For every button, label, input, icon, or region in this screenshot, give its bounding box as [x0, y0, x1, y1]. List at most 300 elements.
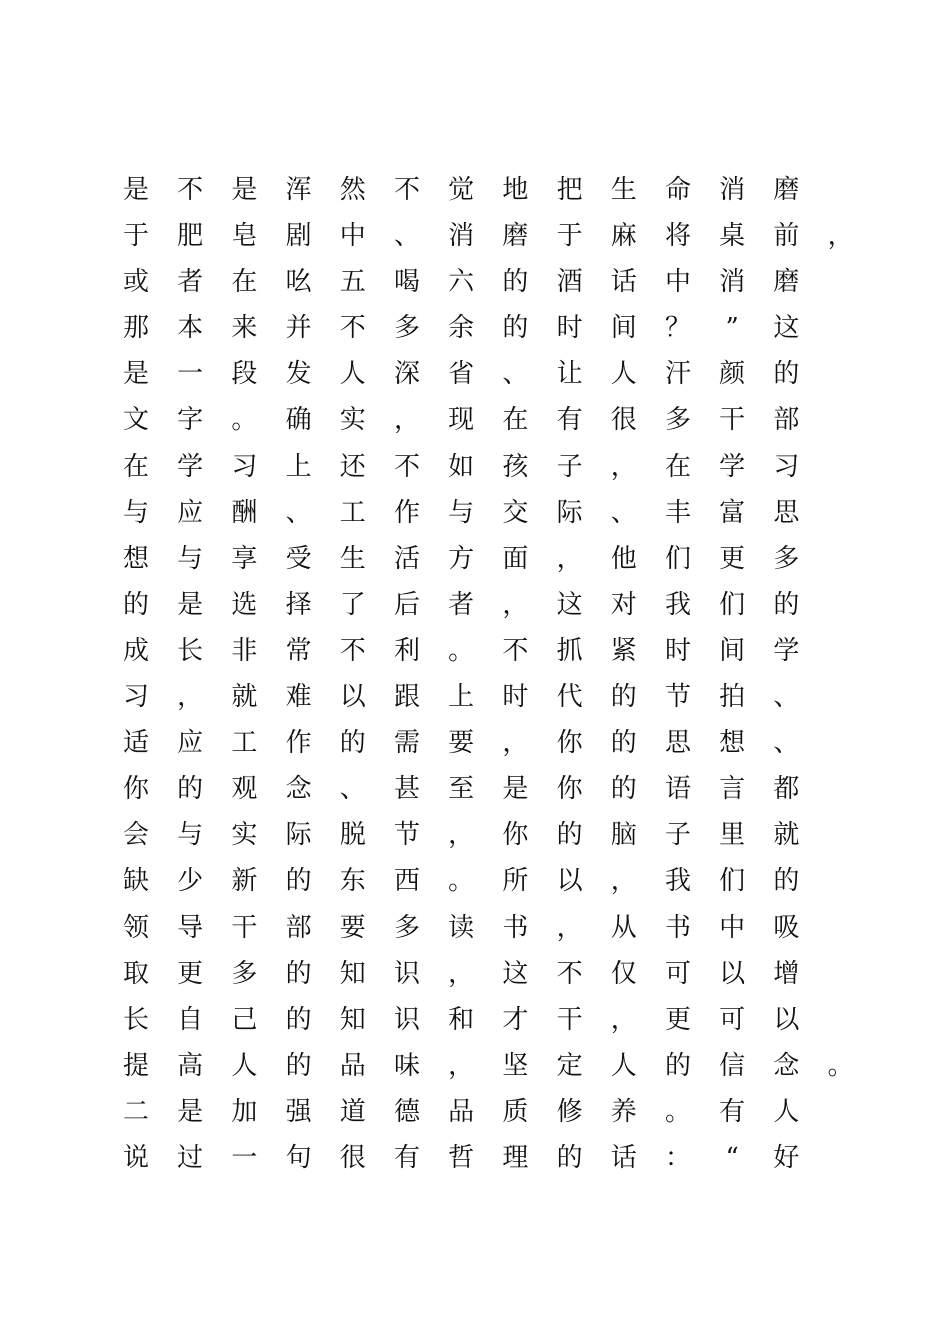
text-char: “ [725, 1142, 739, 1173]
text-char: 生 [339, 543, 366, 574]
text-char: 西 [393, 866, 420, 897]
text-char: 上 [285, 451, 312, 482]
text-char: 们 [719, 589, 746, 620]
text-char: 导 [177, 912, 204, 943]
text-char: 实 [339, 405, 366, 436]
text-char: 取 [122, 958, 149, 989]
text-char: 的 [556, 1142, 583, 1173]
text-char: 交 [502, 497, 529, 528]
text-char: 有 [556, 405, 583, 436]
text-char: 的 [610, 774, 637, 805]
text-char: 质 [502, 1096, 529, 1127]
text-char: 磨 [773, 267, 800, 298]
text-char: 浑 [285, 175, 312, 205]
text-char: 从 [610, 912, 637, 943]
text-char: 是 [231, 175, 258, 205]
text-char: 提 [122, 1050, 149, 1081]
text-char: 才 [502, 1004, 529, 1035]
text-char: 实 [231, 820, 258, 851]
text-char: 。 [664, 1096, 691, 1127]
text-char: 理 [502, 1142, 529, 1173]
text-char: 这 [773, 313, 800, 344]
text-char: ， [448, 820, 475, 851]
text-char: 不 [502, 635, 529, 666]
text-char: 缺 [122, 866, 149, 897]
text-char: 、 [610, 497, 637, 528]
text-char: 者 [448, 589, 475, 620]
text-line [121, 493, 861, 539]
text-char: 六 [448, 267, 475, 298]
text-char: ， [502, 728, 529, 759]
text-line [121, 216, 861, 262]
text-char: 间 [719, 635, 746, 666]
text-char: 作 [393, 497, 420, 528]
text-char: 所 [502, 866, 529, 897]
text-char: ， [448, 958, 475, 989]
text-char: 面 [502, 543, 529, 574]
text-char: 少 [177, 866, 204, 897]
text-char: 在 [122, 451, 149, 482]
text-char: 多 [664, 405, 691, 436]
text-line [121, 631, 861, 677]
text-char: 字 [177, 405, 204, 436]
text-char: 不 [393, 175, 420, 205]
text-char: 们 [664, 543, 691, 574]
text-char: 选 [231, 589, 258, 620]
text-char: 念 [773, 1050, 800, 1081]
text-char: 。 [448, 635, 475, 666]
text-char: 子 [556, 451, 583, 482]
text-char: 定 [556, 1050, 583, 1081]
text-char: 习 [231, 451, 258, 482]
text-char: 是 [502, 774, 529, 805]
text-char: 常 [285, 635, 312, 666]
text-char: 的 [285, 866, 312, 897]
text-char: 与 [177, 543, 204, 574]
text-char: 甚 [393, 774, 420, 805]
text-char: ， [610, 866, 637, 897]
text-char: 前 [773, 221, 800, 252]
text-char: 在 [231, 267, 258, 298]
text-line [121, 1138, 861, 1184]
text-char: 的 [122, 589, 149, 620]
text-char: ， [393, 405, 420, 436]
text-char: 哲 [448, 1142, 475, 1173]
text-char: 桌 [719, 221, 746, 252]
text-char: 句 [285, 1142, 312, 1173]
text-line [121, 447, 861, 493]
text-char: ？ [664, 313, 691, 344]
text-char: 话 [610, 267, 637, 298]
text-char: 节 [664, 682, 691, 713]
text-char: 的 [773, 866, 800, 897]
text-char: 丰 [664, 497, 691, 528]
text-char: 会 [122, 820, 149, 851]
text-char: 干 [719, 405, 746, 436]
text-char: 工 [231, 728, 258, 759]
text-char: 应 [177, 497, 204, 528]
text-char: 的 [773, 589, 800, 620]
text-char: 人 [339, 359, 366, 390]
text-char: 新 [231, 866, 258, 897]
text-char: 自 [177, 1004, 204, 1035]
text-char: 书 [502, 912, 529, 943]
text-char: 受 [285, 543, 312, 574]
text-char: 品 [448, 1096, 475, 1127]
text-char: 与 [177, 820, 204, 851]
text-line [121, 908, 861, 954]
text-char: 。 [827, 1050, 854, 1081]
text-char: 吸 [773, 912, 800, 943]
text-char: 上 [448, 682, 475, 713]
text-char: 是 [177, 1096, 204, 1127]
text-char: 颜 [719, 359, 746, 390]
text-char: 并 [285, 313, 312, 344]
text-char: 的 [502, 313, 529, 344]
text-char: 麻 [610, 221, 637, 252]
text-char: 一 [177, 359, 204, 390]
text-char: 可 [719, 1004, 746, 1035]
text-char: 有 [393, 1142, 420, 1173]
text-char: 以 [719, 958, 746, 989]
text-char: 代 [556, 682, 583, 713]
text-char: 我 [664, 866, 691, 897]
text-char: 我 [664, 589, 691, 620]
text-char: 的 [285, 1050, 312, 1081]
text-char: 享 [231, 543, 258, 574]
text-char: 就 [231, 682, 258, 713]
text-char: 了 [339, 589, 366, 620]
text-char: 抓 [556, 635, 583, 666]
text-char: 想 [122, 543, 149, 574]
body-text [121, 170, 861, 1184]
text-char: 很 [610, 405, 637, 436]
text-char: 的 [177, 774, 204, 805]
text-char: 或 [122, 267, 149, 298]
text-char: 德 [393, 1096, 420, 1127]
text-char: 知 [339, 958, 366, 989]
text-char: 味 [393, 1050, 420, 1081]
text-char: 知 [339, 1004, 366, 1035]
text-char: ， [610, 451, 637, 482]
text-char: 不 [556, 958, 583, 989]
text-char: 把 [556, 175, 583, 205]
text-char: ， [610, 1004, 637, 1035]
text-line [121, 354, 861, 400]
text-char: 时 [556, 313, 583, 344]
text-char: 都 [773, 774, 800, 805]
text-char: 、 [339, 774, 366, 805]
text-char: 的 [664, 1050, 691, 1081]
text-char: 间 [610, 313, 637, 344]
text-char: 信 [719, 1050, 746, 1081]
text-char: 于 [122, 221, 149, 252]
text-char: 道 [339, 1096, 366, 1127]
text-char: 修 [556, 1096, 583, 1127]
text-char: 现 [448, 405, 475, 436]
text-line [121, 262, 861, 308]
text-char: 以 [339, 682, 366, 713]
text-char: 省 [448, 359, 475, 390]
text-char: 地 [502, 175, 529, 205]
text-char: 消 [719, 175, 746, 205]
text-char: 工 [339, 497, 366, 528]
text-char: ， [502, 589, 529, 620]
text-char: 这 [502, 958, 529, 989]
text-char: 多 [773, 543, 800, 574]
text-line [121, 170, 861, 216]
text-char: 读 [448, 912, 475, 943]
text-char: 磨 [502, 221, 529, 252]
text-char: 干 [231, 912, 258, 943]
text-char: 脑 [610, 820, 637, 851]
text-char: 更 [719, 543, 746, 574]
text-char: 作 [285, 728, 312, 759]
text-char: 本 [177, 313, 204, 344]
text-char: ， [556, 543, 583, 574]
text-char: 里 [719, 820, 746, 851]
text-char: 的 [285, 1004, 312, 1035]
text-char: 确 [285, 405, 312, 436]
text-char: 的 [556, 820, 583, 851]
text-char: 文 [122, 405, 149, 436]
text-char: 。 [231, 405, 258, 436]
text-char: 的 [773, 359, 800, 390]
text-char: 仅 [610, 958, 637, 989]
text-char: 书 [664, 912, 691, 943]
text-char: 跟 [393, 682, 420, 713]
text-char: 不 [177, 175, 204, 205]
text-char: 增 [773, 958, 800, 989]
text-char: 的 [285, 958, 312, 989]
text-char: 强 [285, 1096, 312, 1127]
text-char: 至 [448, 774, 475, 805]
text-char: 习 [773, 451, 800, 482]
text-char: 节 [393, 820, 420, 851]
text-char: 要 [448, 728, 475, 759]
text-char: 那 [122, 313, 149, 344]
text-line [121, 769, 861, 815]
text-char: 就 [773, 820, 800, 851]
text-char: 人 [773, 1096, 800, 1127]
text-char: 发 [285, 359, 312, 390]
text-char: 观 [231, 774, 258, 805]
text-char: 部 [773, 405, 800, 436]
text-char: 多 [393, 912, 420, 943]
text-char: 以 [556, 866, 583, 897]
text-char: 喝 [393, 267, 420, 298]
text-char: 、 [773, 682, 800, 713]
text-char: 和 [448, 1004, 475, 1035]
text-char: 人 [610, 1050, 637, 1081]
text-line [121, 539, 861, 585]
text-char: 是 [122, 359, 149, 390]
text-char: 长 [122, 1004, 149, 1035]
text-char: 人 [610, 359, 637, 390]
text-char: 不 [393, 451, 420, 482]
text-char: 磨 [773, 175, 800, 205]
text-char: 话 [610, 1142, 637, 1173]
text-char: 肥 [177, 221, 204, 252]
text-char: 语 [664, 774, 691, 805]
text-char: 中 [339, 221, 366, 252]
text-char: 你 [122, 774, 149, 805]
text-char: 于 [556, 221, 583, 252]
text-char: 品 [339, 1050, 366, 1081]
text-char: 过 [177, 1142, 204, 1173]
text-char: 一 [231, 1142, 258, 1173]
text-char: 消 [448, 221, 475, 252]
text-char: 者 [177, 267, 204, 298]
text-char: 可 [664, 958, 691, 989]
text-line [121, 815, 861, 861]
text-char: 不 [339, 635, 366, 666]
text-char: 汗 [664, 359, 691, 390]
text-char: 部 [285, 912, 312, 943]
text-char: 你 [502, 820, 529, 851]
text-char: 你 [556, 728, 583, 759]
text-char: 生 [610, 175, 637, 205]
text-char: 言 [719, 774, 746, 805]
text-char: 紧 [610, 635, 637, 666]
text-char: 活 [393, 543, 420, 574]
text-line [121, 723, 861, 769]
text-char: 这 [556, 589, 583, 620]
text-char: 将 [664, 221, 691, 252]
text-char: 酬 [231, 497, 258, 528]
text-char: 还 [339, 451, 366, 482]
text-char: 要 [339, 912, 366, 943]
text-char: 识 [393, 1004, 420, 1035]
text-char: 与 [122, 497, 149, 528]
text-char: 后 [393, 589, 420, 620]
text-char: 识 [393, 958, 420, 989]
text-char: 、 [393, 221, 420, 252]
text-char: 思 [773, 497, 800, 528]
text-char: 人 [231, 1050, 258, 1081]
text-char: 的 [339, 728, 366, 759]
text-char: ： [664, 1142, 691, 1173]
text-char: 在 [664, 451, 691, 482]
text-char: 。 [448, 866, 475, 897]
text-char: 时 [502, 682, 529, 713]
text-char: 更 [664, 1004, 691, 1035]
text-char: 剧 [285, 221, 312, 252]
text-char: 学 [719, 451, 746, 482]
text-char: 孩 [502, 451, 529, 482]
text-char: 然 [339, 175, 366, 205]
text-char: ， [448, 1050, 475, 1081]
text-char: 、 [502, 359, 529, 390]
text-char: 方 [448, 543, 475, 574]
text-char: 想 [719, 728, 746, 759]
text-char: 是 [122, 175, 149, 205]
text-char: 应 [177, 728, 204, 759]
text-char: 非 [231, 635, 258, 666]
text-char: 养 [610, 1096, 637, 1127]
text-line [121, 677, 861, 723]
text-char: 需 [393, 728, 420, 759]
text-char: 适 [122, 728, 149, 759]
text-char: 余 [448, 313, 475, 344]
text-char: 成 [122, 635, 149, 666]
text-char: 与 [448, 497, 475, 528]
text-char: 习 [122, 682, 149, 713]
text-char: 多 [231, 958, 258, 989]
text-char: 的 [610, 682, 637, 713]
text-char: 东 [339, 866, 366, 897]
text-char: 是 [177, 589, 204, 620]
text-char: 很 [339, 1142, 366, 1173]
text-char: 对 [610, 589, 637, 620]
text-char: 子 [664, 820, 691, 851]
text-char: 加 [231, 1096, 258, 1127]
text-char: 们 [719, 866, 746, 897]
text-char: ， [177, 682, 204, 713]
text-line [121, 954, 861, 1000]
text-char: 脱 [339, 820, 366, 851]
text-char: 皂 [231, 221, 258, 252]
text-char: 好 [773, 1142, 800, 1173]
text-char: 利 [393, 635, 420, 666]
text-char: 以 [773, 1004, 800, 1035]
text-char: 多 [393, 313, 420, 344]
text-char: 际 [556, 497, 583, 528]
text-char: 的 [502, 267, 529, 298]
text-char: 领 [122, 912, 149, 943]
text-char: 、 [285, 497, 312, 528]
text-char: 二 [122, 1096, 149, 1127]
text-line [121, 585, 861, 631]
text-char: 段 [231, 359, 258, 390]
text-char: 己 [231, 1004, 258, 1035]
text-char: 酒 [556, 267, 583, 298]
text-char: 拍 [719, 682, 746, 713]
text-char: 高 [177, 1050, 204, 1081]
text-char: 坚 [502, 1050, 529, 1081]
text-line [121, 1000, 861, 1046]
text-char: 你 [556, 774, 583, 805]
text-char: 学 [177, 451, 204, 482]
text-char: 更 [177, 958, 204, 989]
text-char: 时 [664, 635, 691, 666]
text-char: 吆 [285, 267, 312, 298]
text-char: 命 [664, 175, 691, 205]
text-line [121, 308, 861, 354]
text-char: 他 [610, 543, 637, 574]
text-char: 如 [448, 451, 475, 482]
text-char: 觉 [448, 175, 475, 205]
text-char: 消 [719, 267, 746, 298]
text-line [121, 400, 861, 446]
text-char: 思 [664, 728, 691, 759]
text-char: 的 [610, 728, 637, 759]
text-char: 长 [177, 635, 204, 666]
text-char: 学 [773, 635, 800, 666]
text-char: 说 [122, 1142, 149, 1173]
text-char: 不 [339, 313, 366, 344]
text-line [121, 861, 861, 907]
text-char: 在 [502, 405, 529, 436]
text-char: 深 [393, 359, 420, 390]
text-char: 来 [231, 313, 258, 344]
text-char: 、 [773, 728, 800, 759]
text-char: 中 [664, 267, 691, 298]
text-line [121, 1046, 861, 1092]
text-line [121, 1092, 861, 1138]
text-char: 五 [339, 267, 366, 298]
text-char: 中 [719, 912, 746, 943]
